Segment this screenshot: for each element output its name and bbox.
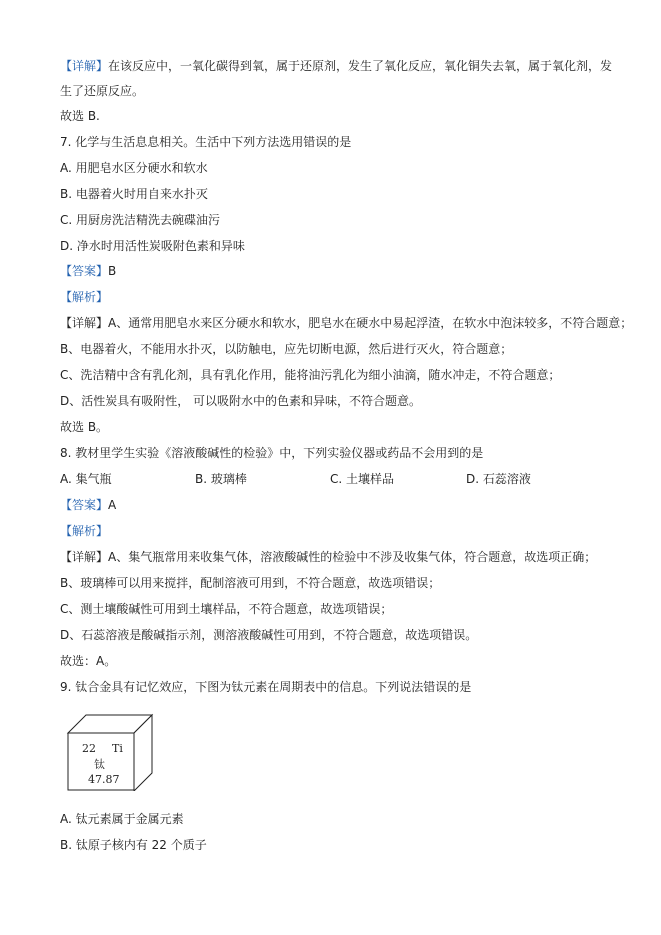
q8-answer bbox=[60, 497, 116, 513]
detail-text: 在该反应中，一氧化碳得到氧，属于还原剂，发生了氧化反应，氧化铜失去氧，属于氧化剂，发 bbox=[108, 59, 613, 73]
q7-analysis-tag: 【解析】 bbox=[60, 290, 109, 304]
prev-detail-line2: 生了还原反应。 bbox=[60, 84, 145, 98]
q9-stem: 9. 钛合金具有记忆效应，下图为钛元素在周期表中的信息。下列说法错误的是 bbox=[60, 680, 472, 694]
q8-detail-d: D、石蕊溶液是酸碱指示剂，测溶液酸碱性可用到，不符合题意，故选项错误。 bbox=[60, 628, 478, 642]
element-tile-figure bbox=[64, 711, 156, 791]
q8-option-d: D. 石蕊溶液 bbox=[466, 472, 531, 486]
detail-text: A、集气瓶常用来收集气体，溶液酸碱性的检验中不涉及收集气体，符合题意，故选项正确； bbox=[108, 550, 597, 564]
q8-option-b: B. 玻璃棒 bbox=[195, 472, 247, 486]
q8-option-a: A. 集气瓶 bbox=[60, 472, 112, 486]
detail-text: A、通常用肥皂水来区分硬水和软水，肥皂水在硬水中易起浮渣，在软水中泡沫较多，不符合题意； bbox=[108, 316, 633, 330]
q7-detail-c: C、洗洁精中含有乳化剂，具有乳化作用，能将油污乳化为细小油滴，随水冲走，不符合题意； bbox=[60, 368, 561, 382]
q8-choice: 故选：A。 bbox=[60, 654, 117, 668]
q8-option-c: C. 土壤样品 bbox=[330, 472, 395, 486]
q7-detail-b: B、电器着火，不能用水扑灭，以防触电，应先切断电源，然后进行灭火，符合题意； bbox=[60, 342, 513, 356]
detail-tag: 【详解】 bbox=[60, 550, 109, 564]
element-atomic-mass: 47.87 bbox=[88, 773, 120, 786]
q7-answer bbox=[60, 263, 116, 279]
answer-tag: 【答案】 bbox=[60, 498, 109, 512]
q7-option-b: B. 电器着火时用自来水扑灭 bbox=[60, 187, 208, 201]
answer-tag: 【答案】 bbox=[60, 264, 109, 278]
answer-value: B bbox=[108, 264, 117, 278]
q8-analysis-tag: 【解析】 bbox=[60, 524, 109, 538]
q9-option-b: B. 钛原子核内有 22 个质子 bbox=[60, 838, 207, 852]
answer-value: A bbox=[108, 498, 117, 512]
element-symbol: Ti bbox=[112, 742, 123, 755]
q7-choice: 故选 B。 bbox=[60, 420, 109, 434]
q7-option-d: D. 净水时用活性炭吸附色素和异味 bbox=[60, 239, 245, 253]
prev-choice: 故选 B. bbox=[60, 109, 100, 123]
q7-detail-d: D、活性炭具有吸附性， 可以吸附水中的色素和异味，不符合题意。 bbox=[60, 394, 422, 408]
element-name: 钛 bbox=[94, 758, 105, 771]
q9-option-a: A. 钛元素属于金属元素 bbox=[60, 812, 184, 826]
q7-stem: 7. 化学与生活息息相关。生活中下列方法选用错误的是 bbox=[60, 135, 352, 149]
prev-detail-line1 bbox=[60, 58, 612, 74]
detail-tag: 【详解】 bbox=[60, 59, 109, 73]
q7-option-a: A. 用肥皂水区分硬水和软水 bbox=[60, 161, 208, 175]
q8-detail-c: C、测土壤酸碱性可用到土壤样品，不符合题意，故选项错误； bbox=[60, 602, 393, 616]
detail-tag: 【详解】 bbox=[60, 316, 109, 330]
q8-stem: 8. 教材里学生实验《溶液酸碱性的检验》中，下列实验仪器或药品不会用到的是 bbox=[60, 446, 484, 460]
q7-detail-a bbox=[60, 315, 632, 331]
q7-option-c: C. 用厨房洗洁精洗去碗碟油污 bbox=[60, 213, 221, 227]
element-atomic-number: 22 bbox=[82, 742, 96, 755]
q8-detail-a bbox=[60, 549, 596, 565]
q8-detail-b: B、玻璃棒可以用来搅拌，配制溶液可用到，不符合题意，故选项错误； bbox=[60, 576, 441, 590]
